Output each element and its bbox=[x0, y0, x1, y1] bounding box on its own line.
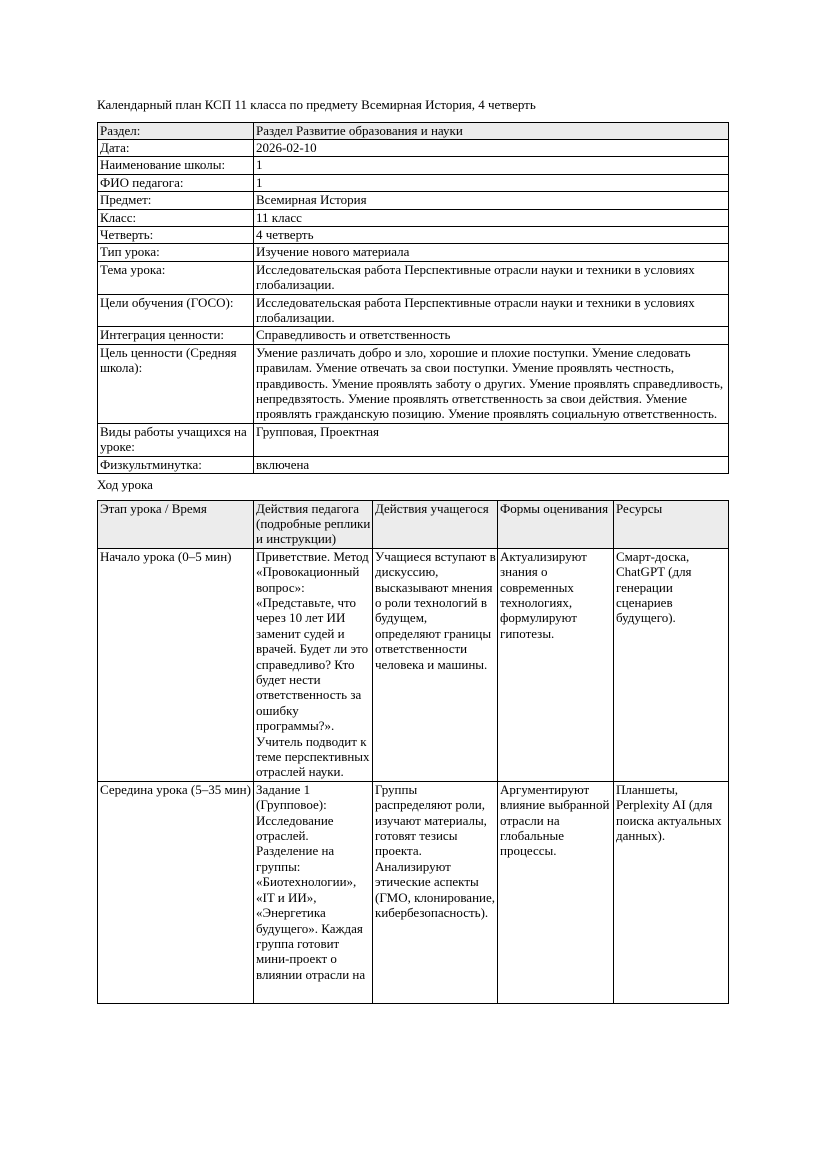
info-value: 11 класс bbox=[254, 209, 729, 226]
info-value: Умение различать добро и зло, хорошие и плохие поступки. Умение следовать правилам. Умение отвечать за свои поступки. Умение проявлять честность, правдивость. Умение проявлять заботу о других. Умение проявлять справедливость, непредвзятость. Умение проявлять ответственность за свои действия. Умение проявлять гражданскую позицию. Умение проявлять социальную ответственность. bbox=[254, 344, 729, 423]
lesson-table-header-row bbox=[98, 500, 729, 548]
info-row-goals bbox=[98, 294, 729, 327]
info-value: 4 четверть bbox=[254, 226, 729, 243]
info-label: Дата: bbox=[98, 139, 254, 156]
info-label: Цели обучения (ГОСО): bbox=[98, 294, 254, 327]
info-row-values-integration bbox=[98, 327, 729, 344]
info-row-lesson-type bbox=[98, 244, 729, 261]
info-label: ФИО педагога: bbox=[98, 174, 254, 191]
info-label: Цель ценности (Средняя школа): bbox=[98, 344, 254, 423]
cell-student-actions: Группы распределяют роли, изучают материалы, готовят тезисы проекта. Анализируют этические аспекты (ГМО, клонирование, кибербезопасность). bbox=[373, 781, 498, 1003]
cell-assessment: Аргументируют влияние выбранной отрасли на глобальные процессы. bbox=[498, 781, 614, 1003]
lesson-stages-table bbox=[97, 500, 729, 1004]
info-row-lesson-topic bbox=[98, 261, 729, 294]
cell-resources: Планшеты, Perplexity AI (для поиска актуальных данных). bbox=[614, 781, 729, 1003]
info-value: 2026-02-10 bbox=[254, 139, 729, 156]
info-label: Тип урока: bbox=[98, 244, 254, 261]
col-header-student-actions: Действия учащегося bbox=[373, 500, 498, 548]
info-label: Раздел: bbox=[98, 122, 254, 139]
info-value: Изучение нового материала bbox=[254, 244, 729, 261]
info-value: Групповая, Проектная bbox=[254, 423, 729, 456]
info-value: 1 bbox=[254, 157, 729, 174]
cell-stage: Середина урока (5–35 мин) bbox=[98, 781, 254, 1003]
info-label: Четверть: bbox=[98, 226, 254, 243]
info-value: Исследовательская работа Перспективные отрасли науки и техники в условиях глобализации. bbox=[254, 261, 729, 294]
lesson-info-table bbox=[97, 122, 729, 475]
info-row-data bbox=[98, 139, 729, 156]
info-row-subject bbox=[98, 192, 729, 209]
page-content bbox=[97, 97, 728, 1004]
info-row-razdel bbox=[98, 122, 729, 139]
cell-resources: Смарт-доска, ChatGPT (для генерации сценариев будущего). bbox=[614, 548, 729, 781]
cell-assessment: Актуализируют знания о современных технологиях, формулируют гипотезы. bbox=[498, 548, 614, 781]
col-header-resources: Ресурсы bbox=[614, 500, 729, 548]
section-heading: Ход урока bbox=[97, 477, 153, 493]
info-label: Физкультминутка: bbox=[98, 456, 254, 473]
info-value: Всемирная История bbox=[254, 192, 729, 209]
cell-student-actions: Учащиеся вступают в дискуссию, высказывают мнения о роли технологий в будущем, определяют границы ответственности человека и машины. bbox=[373, 548, 498, 781]
info-label: Тема урока: bbox=[98, 261, 254, 294]
info-row-quarter bbox=[98, 226, 729, 243]
info-row-values-goal bbox=[98, 344, 729, 423]
info-row-class bbox=[98, 209, 729, 226]
info-label: Наименование школы: bbox=[98, 157, 254, 174]
cell-teacher-actions: Приветствие. Метод «Провокационный вопрос»: «Представьте, что через 10 лет ИИ заменит судей и врачей. Будет ли это справедливо? Кто будет нести ответственность за ошибку программы?». Учитель подводит к теме перспективных отраслей науки. bbox=[254, 548, 373, 781]
col-header-assessment: Формы оценивания bbox=[498, 500, 614, 548]
cell-stage: Начало урока (0–5 мин) bbox=[98, 548, 254, 781]
info-label: Интеграция ценности: bbox=[98, 327, 254, 344]
info-row-school bbox=[98, 157, 729, 174]
info-value: Раздел Развитие образования и науки bbox=[254, 122, 729, 139]
info-value: 1 bbox=[254, 174, 729, 191]
col-header-stage: Этап урока / Время bbox=[98, 500, 254, 548]
info-value: Справедливость и ответственность bbox=[254, 327, 729, 344]
info-label: Предмет: bbox=[98, 192, 254, 209]
col-header-teacher-actions: Действия педагога (подробные реплики и инструкции) bbox=[254, 500, 373, 548]
info-label: Класс: bbox=[98, 209, 254, 226]
info-value: Исследовательская работа Перспективные отрасли науки и техники в условиях глобализации. bbox=[254, 294, 729, 327]
info-row-work-types bbox=[98, 423, 729, 456]
page-title: Календарный план КСП 11 класса по предмету Всемирная История, 4 четверть bbox=[97, 97, 536, 112]
info-value: включена bbox=[254, 456, 729, 473]
lesson-row-middle bbox=[98, 781, 729, 1003]
info-row-teacher bbox=[98, 174, 729, 191]
info-row-phys-minute bbox=[98, 456, 729, 473]
info-label: Виды работы учащихся на уроке: bbox=[98, 423, 254, 456]
lesson-row-start bbox=[98, 548, 729, 781]
cell-teacher-actions: Задание 1 (Групповое): Исследование отраслей. Разделение на группы: «Биотехнологии», «IT и ИИ», «Энергетика будущего». Каждая группа готовит мини-проект о влиянии отрасли на bbox=[254, 781, 373, 1003]
